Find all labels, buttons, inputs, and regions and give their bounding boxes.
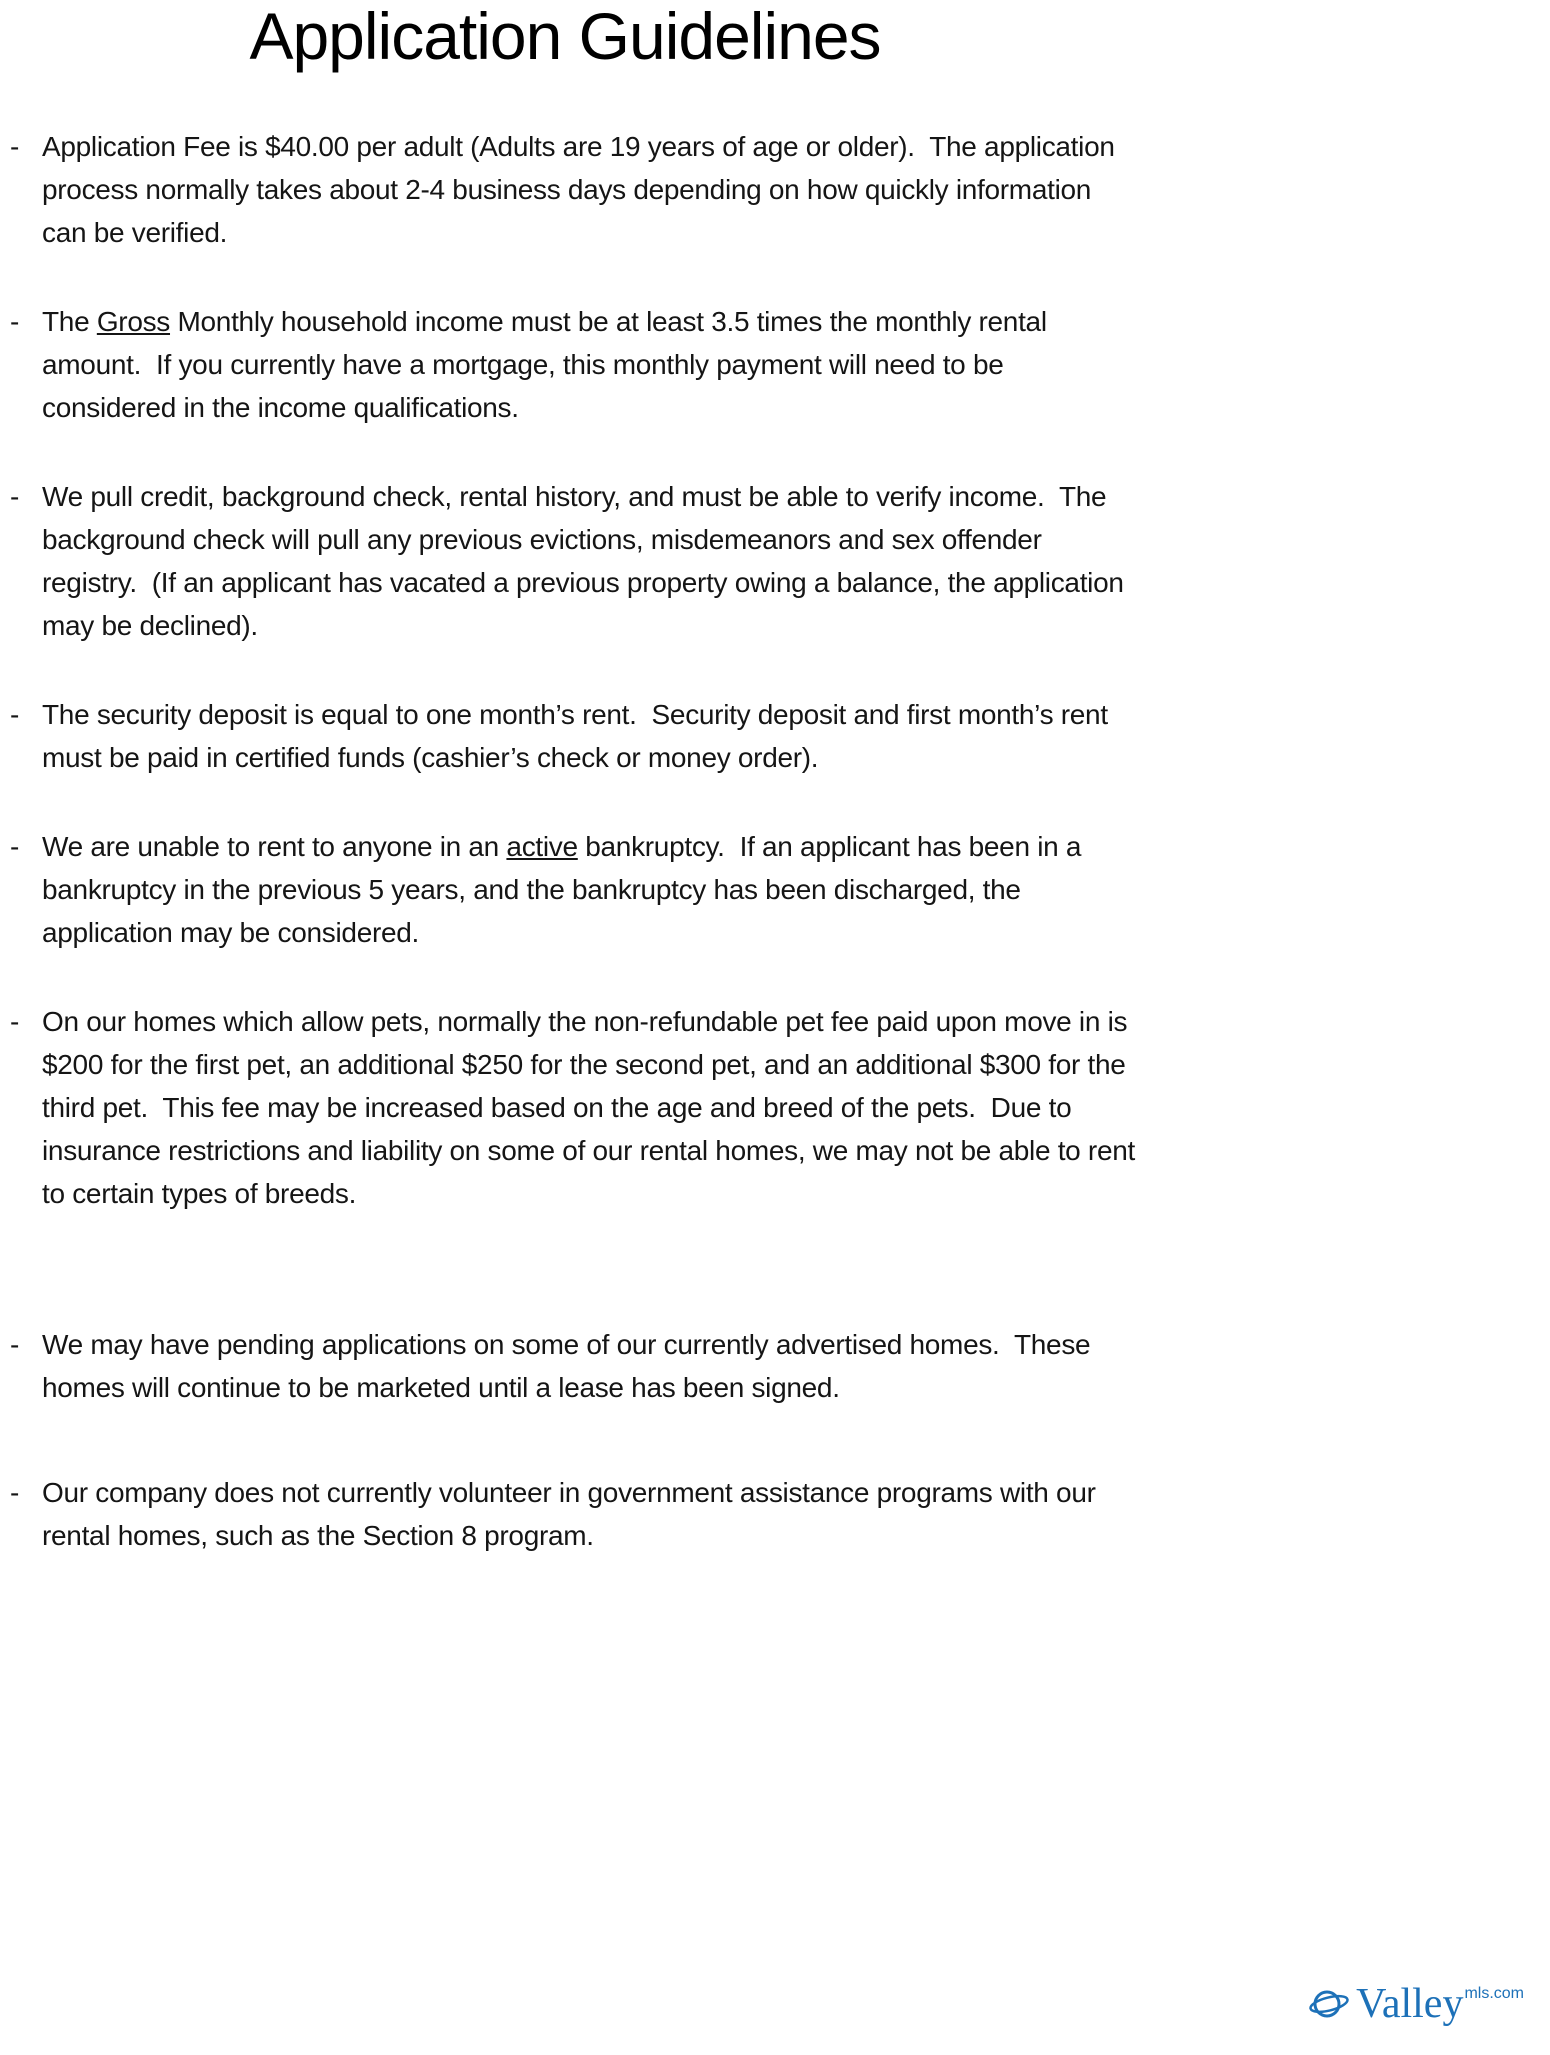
bullet-security-deposit: [10, 693, 1140, 779]
globe-icon: [1309, 1986, 1351, 2022]
bullet-text: [42, 1000, 1143, 1215]
bullet-marker: -: [10, 305, 20, 337]
page-title: Application Guidelines: [249, 0, 881, 73]
bullet-text: [42, 1323, 1140, 1409]
bullet-marker: -: [10, 830, 20, 862]
bullet-pending-applications: [10, 1323, 1140, 1409]
bullet-marker: -: [10, 480, 20, 512]
bullet-marker: -: [10, 1005, 20, 1037]
text-segment: bankruptcy. If an applicant has been in a bankruptcy in the previous 5 years, and the bankruptcy has been discharged, the application may be considered.: [42, 830, 1089, 948]
text-segment: Monthly household income must be at least 3.5 times the monthly rental amount. If you currently have a mortgage, this monthly payment will need to be considered in the income qualifications.: [42, 305, 1055, 423]
bullet-text: [42, 1471, 1140, 1557]
underlined-text: active: [506, 830, 578, 862]
bullet-marker: -: [10, 1328, 20, 1360]
text-segment: On our homes which allow pets, normally the non-refundable pet fee paid upon move in is $200 for the first pet, an additional $250 for the second pet, and an additional $300 for the third pet. This fee may be increased based on the age and breed of the pets. Due to insurance restrictions and liability on some of our rental homes, we may not be able to rent to certain types of breeds.: [42, 1005, 1143, 1209]
bullet-text: [42, 475, 1140, 647]
bullet-text: [42, 300, 1140, 429]
bullet-marker: -: [10, 130, 20, 162]
bullet-marker: -: [10, 1476, 20, 1508]
underlined-text: Gross: [96, 305, 171, 337]
bullet-application-fee: [10, 125, 1140, 254]
bullet-pet-fee: [10, 1000, 1143, 1215]
bullet-text: [42, 693, 1140, 779]
bullet-bankruptcy-policy: [10, 825, 1140, 954]
text-segment: We are unable to rent to anyone in an: [42, 830, 507, 862]
text-segment: The security deposit is equal to one month’s rent. Security deposit and first month’s rent must be paid in certified funds (cashier’s check or money order).: [42, 698, 1116, 773]
text-segment: Application Fee is $40.00 per adult (Adults are 19 years of age or older). The application process normally takes about 2-4 business days depending on how quickly information can be verified.: [42, 130, 1123, 248]
bullet-marker: -: [10, 698, 20, 730]
text-segment: We may have pending applications on some of our currently advertised homes. These homes will continue to be marketed until a lease has been signed.: [42, 1328, 1098, 1403]
bullet-text: [42, 125, 1140, 254]
text-segment: The: [42, 305, 97, 337]
bullet-background-check: [10, 475, 1140, 647]
logo-text: Valley: [1356, 1981, 1464, 2027]
bullet-income-requirement: [10, 300, 1140, 429]
text-segment: We pull credit, background check, rental history, and must be able to verify income. The background check will pull any previous evictions, misdemeanors and sex offender registry. (If an applicant has vacated a previous property owing a balance, the application may be declined).: [42, 480, 1132, 641]
bullet-section-8: [10, 1471, 1140, 1557]
text-segment: Our company does not currently volunteer in government assistance programs with our rental homes, such as the Section 8 program.: [42, 1476, 1104, 1551]
valleymls-logo: [1309, 1983, 1524, 2025]
bullet-text: [42, 825, 1140, 954]
logo-suffix: mls.com: [1464, 1985, 1524, 2002]
guidelines-list: [0, 125, 1143, 1557]
